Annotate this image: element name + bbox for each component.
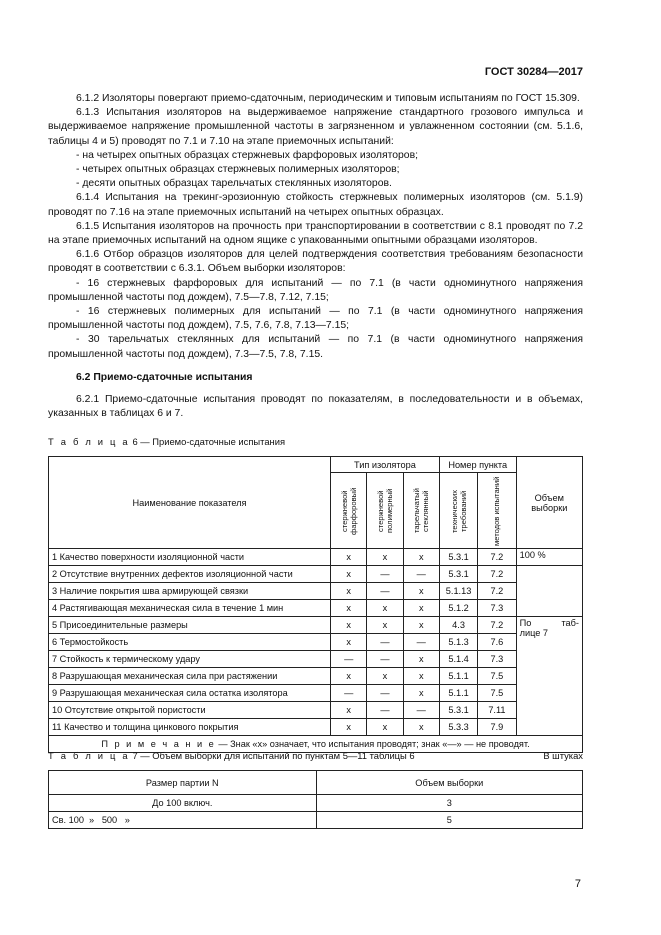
- cell-porcelain: x: [331, 549, 367, 566]
- header-item-methods: методов испытаний: [492, 475, 502, 546]
- cell-volume: 3: [316, 795, 582, 812]
- list-item: - 30 тарельчатых стеклянных для испытаний — по 7.1 (в части одноминутного напряжения промышленной частоты под дождем), 7.3—7.5, 7.8, 7.15.: [48, 334, 583, 360]
- table7-unit: В штуках: [543, 750, 583, 761]
- cell-requirements: 5.1.3: [439, 634, 477, 651]
- header-type-porcelain: стержневой фарфоровый: [339, 486, 358, 535]
- cell-polymer: x: [367, 719, 403, 736]
- paragraph: 6.1.3 Испытания изоляторов на выдерживаемое напряжение стандартного грозового импульса и выдерживаемое напряжение промышленной частоты в загрязненном и увлажненном состоянии (см. 5.1.6, таблицы 4 и 5) проводят по 7.1 и 7.10 на этапе приемочных испытаний:: [48, 107, 583, 147]
- cell-requirements: 5.3.1: [439, 702, 477, 719]
- paragraph: 6.1.5 Испытания изоляторов на прочность при транспортировании в соответствии с 8.1 проводят по 7.2 на этапе приемочных испытаний на одном ящике с упакованными опытными образцами изоляторов.: [48, 220, 583, 247]
- list-item: - на четырех опытных образцах стержневых фарфоровых изоляторов;: [76, 149, 418, 161]
- list-item: - 16 стержневых фарфоровых для испытаний — по 7.1 (в части одноминутного напряжения промышленной частоты под дождем), 7.5—7.8, 7.12, 7.15;: [48, 277, 583, 303]
- cell-porcelain: x: [331, 668, 367, 685]
- cell-porcelain: x: [331, 617, 367, 634]
- cell-volume-table7: [516, 617, 582, 736]
- row-name: 10 Отсутствие открытой пористости: [49, 702, 331, 719]
- table-row: [49, 668, 583, 685]
- cell-requirements: 5.1.2: [439, 600, 477, 617]
- cell-requirements: 5.1.1: [439, 685, 477, 702]
- cell-porcelain: x: [331, 600, 367, 617]
- cell-porcelain: x: [331, 719, 367, 736]
- cell-requirements: 5.1.13: [439, 583, 477, 600]
- row-name: 7 Стойкость к термическому удару: [49, 651, 331, 668]
- cell-requirements: 5.1.1: [439, 668, 477, 685]
- cell-glass: —: [403, 634, 439, 651]
- header-name: Наименование показателя: [49, 457, 331, 549]
- cell-polymer: x: [367, 549, 403, 566]
- table6-caption-label: Т а б л и ц а: [48, 436, 130, 447]
- cell-volume: 100 %: [516, 549, 582, 566]
- cell-volume-empty: [516, 566, 582, 617]
- cell-polymer: x: [367, 617, 403, 634]
- cell-glass: x: [403, 549, 439, 566]
- note-label: П р и м е ч а н и е: [101, 739, 216, 749]
- table-row: [49, 651, 583, 668]
- header-item-group: Номер пункта: [439, 457, 516, 473]
- cell-glass: x: [403, 583, 439, 600]
- cell-polymer: —: [367, 583, 403, 600]
- volume-ref-part3: лице 7: [519, 628, 549, 638]
- cell-polymer: —: [367, 651, 403, 668]
- cell-requirements: 5.1.4: [439, 651, 477, 668]
- header-volume: Объем выборки: [516, 457, 582, 549]
- cell-polymer: —: [367, 685, 403, 702]
- header-item-requirements: технических требований: [449, 488, 468, 533]
- list-item: - 16 стержневых полимерных для испытаний — по 7.1 (в части одноминутного напряжения промышленной частоты под дождем), 7.5, 7.6, 7.8, 7.13—7.15;: [48, 306, 583, 332]
- cell-glass: —: [403, 702, 439, 719]
- volume-ref-part1: По: [519, 618, 532, 628]
- cell-requirements: 5.3.1: [439, 549, 477, 566]
- cell-porcelain: —: [331, 651, 367, 668]
- row-name: 1 Качество поверхности изоляционной части: [49, 549, 331, 566]
- table7-caption: [48, 750, 415, 761]
- header-type-glass: тарельчатый стеклянный: [412, 488, 431, 533]
- cell-volume: 5: [316, 812, 582, 829]
- table6: [48, 456, 583, 753]
- paragraph: 6.1.2 Изоляторы повергают приемо-сдаточным, периодическим и типовым испытаниям по ГОСТ 15.309.: [76, 93, 580, 104]
- header-batch: Размер партии N: [49, 771, 317, 795]
- row-name: 9 Разрушающая механическая сила остатка изолятора: [49, 685, 331, 702]
- table-row: [49, 719, 583, 736]
- cell-polymer: x: [367, 668, 403, 685]
- document-id: ГОСТ 30284—2017: [484, 66, 583, 78]
- cell-polymer: —: [367, 634, 403, 651]
- row-name: 4 Растягивающая механическая сила в течение 1 мин: [49, 600, 331, 617]
- row-name: 11 Качество и толщина цинкового покрытия: [49, 719, 331, 736]
- table-row: [49, 583, 583, 600]
- cell-methods: 7.2: [478, 566, 516, 583]
- list-item: - десяти опытных образцах тарельчатых стеклянных изоляторов.: [76, 178, 392, 190]
- cell-glass: x: [403, 651, 439, 668]
- table-row: [49, 795, 583, 812]
- header-volume: Объем выборки: [316, 771, 582, 795]
- cell-glass: x: [403, 719, 439, 736]
- section-title: 6.2 Приемо-сдаточные испытания: [76, 371, 253, 383]
- cell-glass: x: [403, 617, 439, 634]
- cell-glass: x: [403, 685, 439, 702]
- cell-methods: 7.2: [478, 583, 516, 600]
- table-row: [49, 617, 583, 634]
- cell-requirements: 5.3.1: [439, 566, 477, 583]
- table-row: [49, 549, 583, 566]
- cell-requirements: 5.3.3: [439, 719, 477, 736]
- cell-methods: 7.11: [478, 702, 516, 719]
- table7-caption-text: 7 — Объем выборки для испытаний по пунктам 5—11 таблицы 6: [132, 750, 415, 761]
- cell-methods: 7.9: [478, 719, 516, 736]
- cell-methods: 7.3: [478, 651, 516, 668]
- cell-polymer: x: [367, 600, 403, 617]
- cell-methods: 7.2: [478, 617, 516, 634]
- page-number: 7: [574, 878, 581, 890]
- cell-methods: 7.3: [478, 600, 516, 617]
- cell-porcelain: —: [331, 685, 367, 702]
- row-name: 6 Термостойкость: [49, 634, 331, 651]
- table7: [48, 770, 583, 829]
- paragraph: 6.2.1 Приемо-сдаточные испытания проводят по показателям, в последовательности и в объемах, указанных в таблицах 6 и 7.: [48, 394, 583, 420]
- cell-methods: 7.6: [478, 634, 516, 651]
- cell-polymer: —: [367, 566, 403, 583]
- cell-requirements: 4.3: [439, 617, 477, 634]
- cell-glass: x: [403, 668, 439, 685]
- table6-caption-text: 6 — Приемо-сдаточные испытания: [132, 436, 286, 447]
- paragraph: 6.1.4 Испытания на трекинг-эрозионную стойкость стержневых полимерных изоляторов (см. 5.1.9) проводят по 7.16 на этапе приемочных испытаний на четырех опытных образцах.: [48, 192, 583, 218]
- note-text: — Знак «x» означает, что испытания проводят; знак «—» — не проводят.: [215, 739, 530, 749]
- cell-porcelain: x: [331, 702, 367, 719]
- table-row: [49, 600, 583, 617]
- cell-methods: 7.5: [478, 668, 516, 685]
- header-type-group: Тип изолятора: [331, 457, 440, 473]
- table-row: [49, 812, 583, 829]
- table-row: [49, 566, 583, 583]
- table-row: [49, 634, 583, 651]
- table7-caption-label: Т а б л и ц а: [48, 750, 130, 761]
- cell-polymer: —: [367, 702, 403, 719]
- header-type-polymer: стержневой полимерный: [375, 488, 394, 533]
- row-name: 8 Разрушающая механическая сила при растяжении: [49, 668, 331, 685]
- paragraph: 6.1.6 Отбор образцов изоляторов для целей подтверждения соответствия требованиям безопасности проводят в соответствии с 6.3.1. Объем выборки изоляторов:: [48, 249, 583, 275]
- row-name: 3 Наличие покрытия шва армирующей связки: [49, 583, 331, 600]
- body-text: [48, 92, 583, 421]
- cell-methods: 7.5: [478, 685, 516, 702]
- cell-batch: Св. 100 » 500 »: [49, 812, 317, 829]
- cell-porcelain: x: [331, 566, 367, 583]
- table6-caption: [48, 436, 285, 447]
- cell-glass: x: [403, 600, 439, 617]
- table-row: [49, 702, 583, 719]
- volume-ref-part2: таб-: [561, 618, 579, 628]
- table-row: [49, 685, 583, 702]
- cell-porcelain: x: [331, 634, 367, 651]
- cell-methods: 7.2: [478, 549, 516, 566]
- cell-porcelain: x: [331, 583, 367, 600]
- row-name: 2 Отсутствие внутренних дефектов изоляционной части: [49, 566, 331, 583]
- cell-glass: —: [403, 566, 439, 583]
- cell-batch: До 100 включ.: [49, 795, 317, 812]
- row-name: 5 Присоединительные размеры: [49, 617, 331, 634]
- list-item: - четырех опытных образцах стержневых полимерных изоляторов;: [76, 164, 400, 176]
